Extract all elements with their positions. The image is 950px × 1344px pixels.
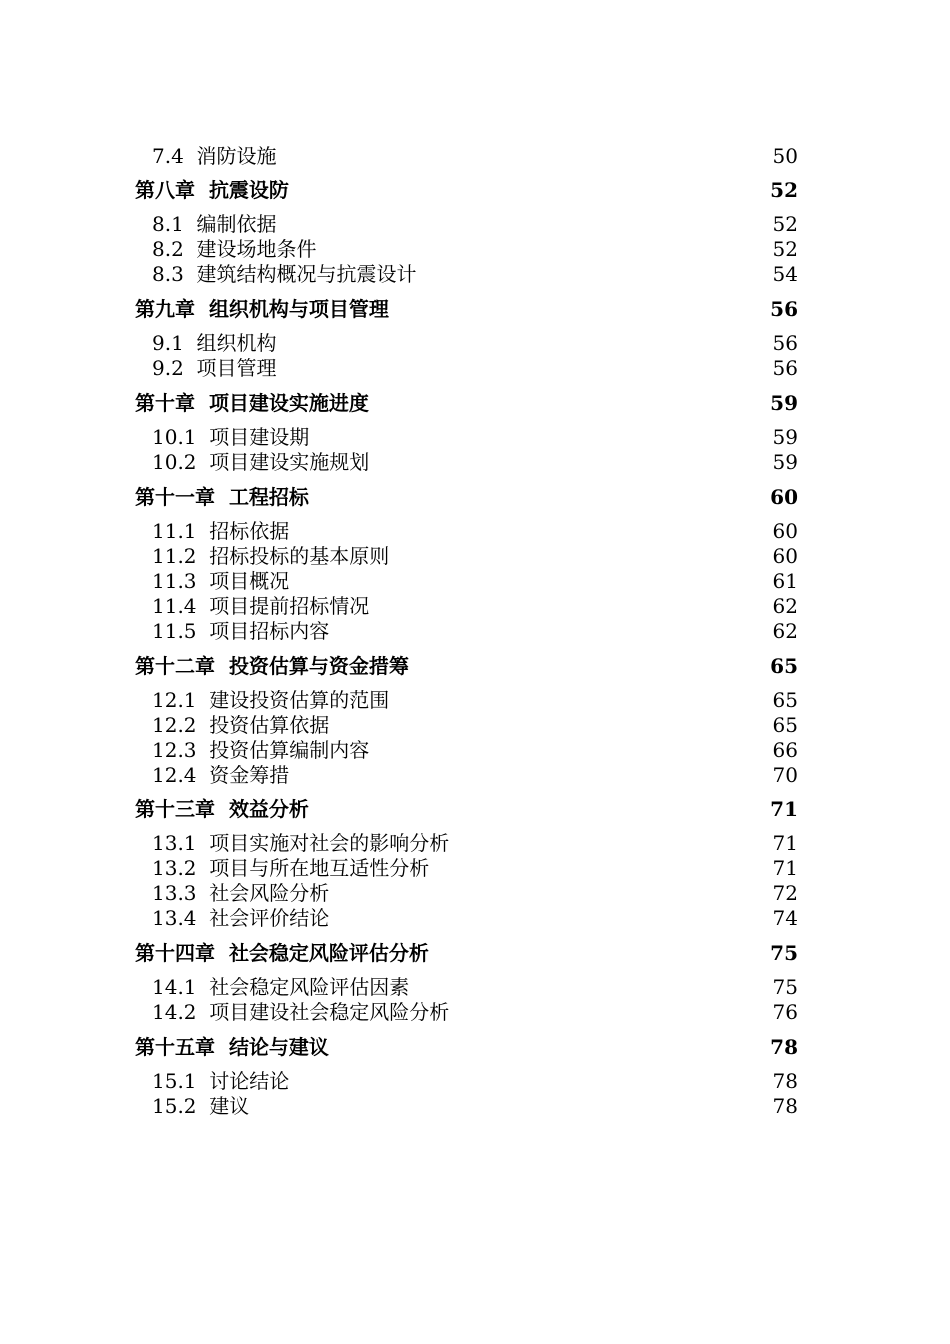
section-title: [152, 688, 389, 712]
section-number: 12.3: [152, 738, 197, 762]
page-number: 60: [770, 485, 798, 509]
toc-chapter-entry[interactable]: [0, 297, 950, 321]
section-number: 8.1: [152, 212, 184, 236]
page-number: 70: [772, 763, 798, 787]
page-number: 74: [772, 906, 798, 930]
section-number: 9.1: [152, 331, 184, 355]
section-number: 11.2: [152, 544, 197, 568]
section-number: 11.4: [152, 594, 197, 618]
toc-section-entry[interactable]: [0, 881, 950, 905]
entry-title: 项目建设社会稳定风险分析: [209, 1000, 450, 1024]
toc-section-entry[interactable]: [0, 738, 950, 762]
section-title: [152, 1069, 289, 1093]
entry-title: 社会风险分析: [209, 881, 330, 905]
toc-section-entry[interactable]: [0, 688, 950, 712]
section-number: 11.3: [152, 569, 197, 593]
toc-section-entry[interactable]: [0, 356, 950, 380]
toc-section-entry[interactable]: [0, 619, 950, 643]
page-number: 56: [772, 356, 798, 380]
chapter-title: [135, 391, 369, 415]
section-title: [152, 356, 277, 380]
entry-title: 组织机构与项目管理: [208, 297, 389, 321]
entry-title: 招标投标的基本原则: [209, 544, 390, 568]
section-number: 13.4: [152, 906, 197, 930]
entry-title: 资金筹措: [209, 763, 290, 787]
section-title: [152, 519, 289, 543]
section-title: [152, 331, 277, 355]
section-number: 11.1: [152, 519, 197, 543]
toc-chapter-entry[interactable]: [0, 797, 950, 821]
toc-section-entry[interactable]: [0, 1000, 950, 1024]
section-number: 12.1: [152, 688, 197, 712]
entry-title: 效益分析: [228, 797, 309, 821]
page-number: 52: [772, 237, 798, 261]
entry-title: 项目提前招标情况: [209, 594, 370, 618]
section-title: [152, 1094, 249, 1118]
entry-title: 建设投资估算的范围: [209, 688, 390, 712]
entry-title: 项目建设实施进度: [208, 391, 369, 415]
chapter-title: [135, 941, 429, 965]
toc-chapter-entry[interactable]: [0, 654, 950, 678]
chapter-number: 第十五章: [135, 1035, 215, 1059]
section-title: [152, 425, 309, 449]
toc-section-entry[interactable]: [0, 975, 950, 999]
page-number: 78: [772, 1094, 798, 1118]
section-title: [152, 450, 369, 474]
section-title: [152, 831, 449, 855]
page-number: 65: [772, 688, 798, 712]
toc-section-entry[interactable]: [0, 906, 950, 930]
section-number: 10.1: [152, 425, 197, 449]
section-number: 9.2: [152, 356, 184, 380]
chapter-number: 第十四章: [135, 941, 215, 965]
toc-section-entry[interactable]: [0, 212, 950, 236]
toc-chapter-entry[interactable]: [0, 485, 950, 509]
entry-title: 建设场地条件: [196, 237, 317, 261]
chapter-number: 第十章: [135, 391, 195, 415]
section-title: [152, 544, 389, 568]
entry-title: 项目招标内容: [209, 619, 330, 643]
entry-title: 社会稳定风险评估分析: [228, 941, 429, 965]
page-number: 60: [772, 544, 798, 568]
chapter-number: 第十三章: [135, 797, 215, 821]
page-number: 78: [770, 1035, 798, 1059]
toc-section-entry[interactable]: [0, 519, 950, 543]
section-title: [152, 569, 289, 593]
page-number: 54: [772, 262, 798, 286]
page-number: 75: [772, 975, 798, 999]
page-number: 65: [770, 654, 798, 678]
entry-title: 项目建设期: [209, 425, 310, 449]
section-title: [152, 713, 329, 737]
section-number: 8.3: [152, 262, 184, 286]
page-number: 52: [772, 212, 798, 236]
page-number: 61: [772, 569, 798, 593]
toc-section-entry[interactable]: [0, 425, 950, 449]
section-number: 8.2: [152, 237, 184, 261]
entry-title: 消防设施: [196, 144, 277, 168]
page-number: 71: [770, 797, 798, 821]
page-number: 75: [770, 941, 798, 965]
entry-title: 项目建设实施规划: [209, 450, 370, 474]
chapter-title: [135, 297, 389, 321]
entry-title: 项目与所在地互适性分析: [209, 856, 430, 880]
section-title: [152, 738, 369, 762]
toc-section-entry[interactable]: [0, 262, 950, 286]
section-title: [152, 237, 317, 261]
section-number: 12.4: [152, 763, 197, 787]
entry-title: 投资估算依据: [209, 713, 330, 737]
section-number: 15.2: [152, 1094, 197, 1118]
entry-title: 编制依据: [196, 212, 277, 236]
toc-chapter-entry[interactable]: [0, 178, 950, 202]
section-title: [152, 856, 429, 880]
toc-section-entry[interactable]: [0, 856, 950, 880]
page-number: 65: [772, 713, 798, 737]
page-number: 66: [772, 738, 798, 762]
entry-title: 建议: [209, 1094, 250, 1118]
entry-title: 建筑结构概况与抗震设计: [196, 262, 417, 286]
chapter-number: 第十二章: [135, 654, 215, 678]
entry-title: 结论与建议: [228, 1035, 329, 1059]
toc-section-entry[interactable]: [0, 450, 950, 474]
section-title: [152, 619, 329, 643]
chapter-title: [135, 797, 309, 821]
page-number: 56: [772, 331, 798, 355]
entry-title: 项目管理: [196, 356, 277, 380]
page-number: 76: [772, 1000, 798, 1024]
page-number: 60: [772, 519, 798, 543]
entry-title: 项目概况: [209, 569, 290, 593]
entry-title: 项目实施对社会的影响分析: [209, 831, 450, 855]
section-number: 13.3: [152, 881, 197, 905]
page-number: 52: [770, 178, 798, 202]
page-number: 62: [772, 594, 798, 618]
section-number: 10.2: [152, 450, 197, 474]
entry-title: 招标依据: [209, 519, 290, 543]
toc-section-entry[interactable]: [0, 763, 950, 787]
page-number: 56: [770, 297, 798, 321]
section-number: 14.2: [152, 1000, 197, 1024]
page-number: 72: [772, 881, 798, 905]
chapter-number: 第九章: [135, 297, 195, 321]
section-number: 12.2: [152, 713, 197, 737]
toc-section-entry[interactable]: [0, 544, 950, 568]
chapter-title: [135, 178, 289, 202]
section-number: 15.1: [152, 1069, 197, 1093]
entry-title: 投资估算与资金措筹: [228, 654, 409, 678]
entry-title: 讨论结论: [209, 1069, 290, 1093]
section-number: 14.1: [152, 975, 197, 999]
section-title: [152, 1000, 449, 1024]
toc-section-entry[interactable]: [0, 237, 950, 261]
section-title: [152, 975, 409, 999]
section-title: [152, 763, 289, 787]
section-title: [152, 144, 277, 168]
page-number: 50: [772, 144, 798, 168]
chapter-number: 第十一章: [135, 485, 215, 509]
entry-title: 抗震设防: [208, 178, 289, 202]
section-title: [152, 906, 329, 930]
page-number: 59: [772, 425, 798, 449]
toc-section-entry[interactable]: [0, 713, 950, 737]
toc-section-entry[interactable]: [0, 331, 950, 355]
section-title: [152, 262, 417, 286]
section-number: 13.1: [152, 831, 197, 855]
page-number: 71: [772, 856, 798, 880]
page-number: 59: [770, 391, 798, 415]
page-number: 71: [772, 831, 798, 855]
toc-section-entry[interactable]: [0, 594, 950, 618]
entry-title: 组织机构: [196, 331, 277, 355]
page-number: 78: [772, 1069, 798, 1093]
entry-title: 工程招标: [228, 485, 309, 509]
section-number: 11.5: [152, 619, 197, 643]
toc-section-entry[interactable]: [0, 1069, 950, 1093]
page-number: 59: [772, 450, 798, 474]
section-title: [152, 881, 329, 905]
chapter-title: [135, 485, 309, 509]
entry-title: 社会评价结论: [209, 906, 330, 930]
section-title: [152, 594, 369, 618]
page-number: 62: [772, 619, 798, 643]
toc-chapter-entry[interactable]: [0, 1035, 950, 1059]
toc-section-entry[interactable]: [0, 831, 950, 855]
toc-chapter-entry[interactable]: [0, 941, 950, 965]
toc-chapter-entry[interactable]: [0, 391, 950, 415]
chapter-number: 第八章: [135, 178, 195, 202]
section-title: [152, 212, 277, 236]
toc-section-entry[interactable]: [0, 569, 950, 593]
toc-section-entry[interactable]: [0, 1094, 950, 1118]
section-number: 7.4: [152, 144, 184, 168]
entry-title: 社会稳定风险评估因素: [209, 975, 410, 999]
section-number: 13.2: [152, 856, 197, 880]
entry-title: 投资估算编制内容: [209, 738, 370, 762]
toc-section-entry[interactable]: [0, 144, 950, 168]
chapter-title: [135, 654, 409, 678]
chapter-title: [135, 1035, 329, 1059]
